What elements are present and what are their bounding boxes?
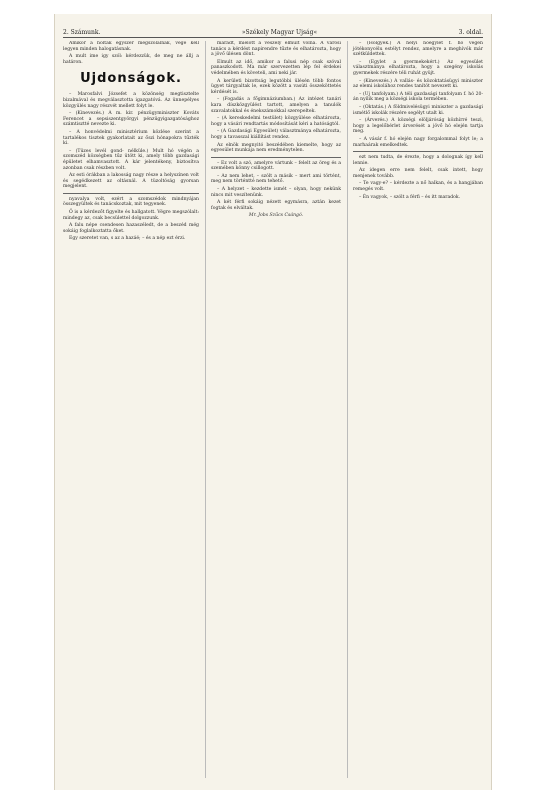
paragraph: A falu népe csendesen hazaszéledt, de a beszéd még sokáig foglalkoztatta őket.	[63, 223, 199, 234]
paragraph: – (Tüzes levél gond- nélküle.) Mult hó végén a szomszéd községben tűz ütött ki, amely több gazdasági épületet elhamvasztott. A kár jelentékeny, biztosítva azonban csak részben volt.	[63, 148, 199, 171]
author-signature: Mr. Jobs Szűcs Csángó.	[248, 213, 304, 219]
paragraph: – A vásár f. hó elején nagy forgalommal folyt le; a marhaárak emelkedtek.	[353, 136, 483, 148]
paragraph: Ő is a kérdezőt figyelte és hallgatott. Végre megszólalt: mindegy az, csak becsülettel dolgozzunk.	[63, 210, 199, 221]
paragraph: – (Kinevezés.) A vallás- és közoktatásügyi miniszter az elemi iskolához rendes tanítót nevezett ki.	[353, 78, 483, 90]
divider	[63, 193, 199, 194]
paragraph: – (A kereskedelmi testület) közgyülése elhatározta, hogy a vásári rendtartás módosítását kéri a hatóságtól.	[211, 116, 341, 127]
newspaper-page	[54, 14, 492, 790]
paragraph: Egy szeretet van, s az a hazáé; – és a nép ezt érzi.	[69, 236, 186, 242]
paragraph: – Az nem lehet, – szólt a másik – mert ami történt, meg nem történtté nem tehető.	[211, 173, 341, 185]
paragraph: – (Fogadás a főgimnáziumban.) Az intézet tanári kara díszközgyülést tartott, amelyen a tanulók szavalatokkal és énekszámokkal szerepeltek.	[211, 97, 341, 114]
paragraph: Elmult az idő, amikor a falusi nép csak szóval panaszkodott. Ma már szervezetten lép fel érdekei védelmében és követeli, ami neki jár.	[211, 59, 341, 76]
paragraph: ezt nem tudta, de érezte, hogy a dolognak így kell lennie.	[353, 155, 483, 166]
paragraph: – (Hölgyek.) A helyi nőegylet f. hó végén jótékonycélu estélyt rendez, amelyre a meghívók már szétküldettek.	[353, 41, 483, 58]
paragraph: Az idegen erre nem felelt, csak intett, hogy menjenek tovább.	[353, 168, 483, 179]
paragraph: A két férfi sokáig nézett egymásra, aztán kezet fogtak és elváltak.	[211, 200, 341, 211]
page-number: 3. oldal.	[458, 29, 483, 36]
paragraph: Az esti órákban a lakosság nagy része a helyszínen volt és segédkezett az oltásnál. A tüzoltóság gyorsan megjelent.	[63, 173, 199, 190]
section-title: Ujdonságok.	[80, 71, 182, 87]
paragraph: nyavalya volt, ezért a szomszédok mindnyájan összegyültek és tanácskoztak, mit tegyenek.	[63, 196, 199, 208]
page-header	[63, 24, 483, 38]
paragraph: – (Oktatás.) A földmivelésügyi miniszter a gazdasági ismétlő iskolák részére segélyt utalt ki.	[353, 104, 483, 116]
paragraph: A kerületi bizottság legutóbbi ülésén több fontos ügyet tárgyaltak le, ezek között a vasúti összeköttetés kérdését is.	[211, 78, 341, 95]
divider	[353, 151, 483, 152]
issue-number: 2. Számunk.	[63, 29, 101, 36]
paragraph: – Ez volt a szó, amelyre vártunk – felelt az öreg és a szemében könny csillogott.	[211, 160, 341, 172]
paragraph: maradt, mielőtt a veszély elmult volna. A városi tanács a kérdést napirendre tűzte és elhatározta, hogy a jövő ülésen dönt.	[211, 41, 341, 58]
paragraph: – A honvédelmi minisztérium közlése szerint a tartalékos tisztek gyakorlatait az őszi hónapokra tűzték ki.	[63, 129, 199, 147]
divider	[211, 157, 341, 158]
paragraph: – (Uj tanfolyam.) A téli gazdasági tanfolyam f. hó 20-án nyílik meg a községi iskola termében.	[353, 91, 483, 103]
paragraph: – (A Gazdasági Egyesület) választmánya elhatározta, hogy a tavasszal kiállítást rendez.	[211, 129, 341, 140]
newspaper-title: »Székely Magyar Ujság«	[241, 29, 318, 36]
paragraph: – (Egylet a gyermekekért.) Az egyesület választmánya elhatározta, hogy a szegény iskolás gyermekek részére téli ruhát gyüjt.	[353, 59, 483, 76]
paragraph: – A helyzet – kezdette ismét – olyan, hogy nekünk nincs mit veszítenünk.	[211, 187, 341, 198]
paragraph: – (Kinevezés.) A m. kir. pénzügyminiszter Kováts Ferencet a sepsiszentgyörgyi pénzügyigazgatósághoz számtisztté nevezte ki.	[63, 111, 199, 128]
paragraph: Amikor a holtak egyszer megszólalnak, vége kell legyen minden halogatásnak.	[63, 41, 199, 52]
column-left	[63, 41, 199, 778]
paragraph: – Én vagyok, – szólt a férfi – és itt maradok.	[359, 194, 461, 200]
column-right	[347, 41, 483, 778]
paragraph: – Marosfalvi Józsefet a közönség megtisztelte bizalmával és megválasztotta igazgatóvá. Az ünnepélyes közgyülés nagy részvét mellett folyt le.	[63, 92, 199, 109]
paragraph: – (Árverés.) A községi elöljáróság közhírré teszi, hogy a legelőbérlet árverését a jövő hó elején tartja meg.	[353, 118, 483, 135]
paragraph: – Te vagy-e? – kérdezte a nő halkan, és a hangjában remegés volt.	[353, 181, 483, 193]
article-columns	[63, 41, 483, 778]
paragraph: A mult ime igy szól: kérdezzük, de meg ne állj a határon.	[63, 54, 199, 65]
paragraph: Az elnök megnyitó beszédében kiemelte, hogy az egyesület munkája nem eredménytelen.	[211, 142, 341, 154]
column-middle	[205, 41, 341, 778]
